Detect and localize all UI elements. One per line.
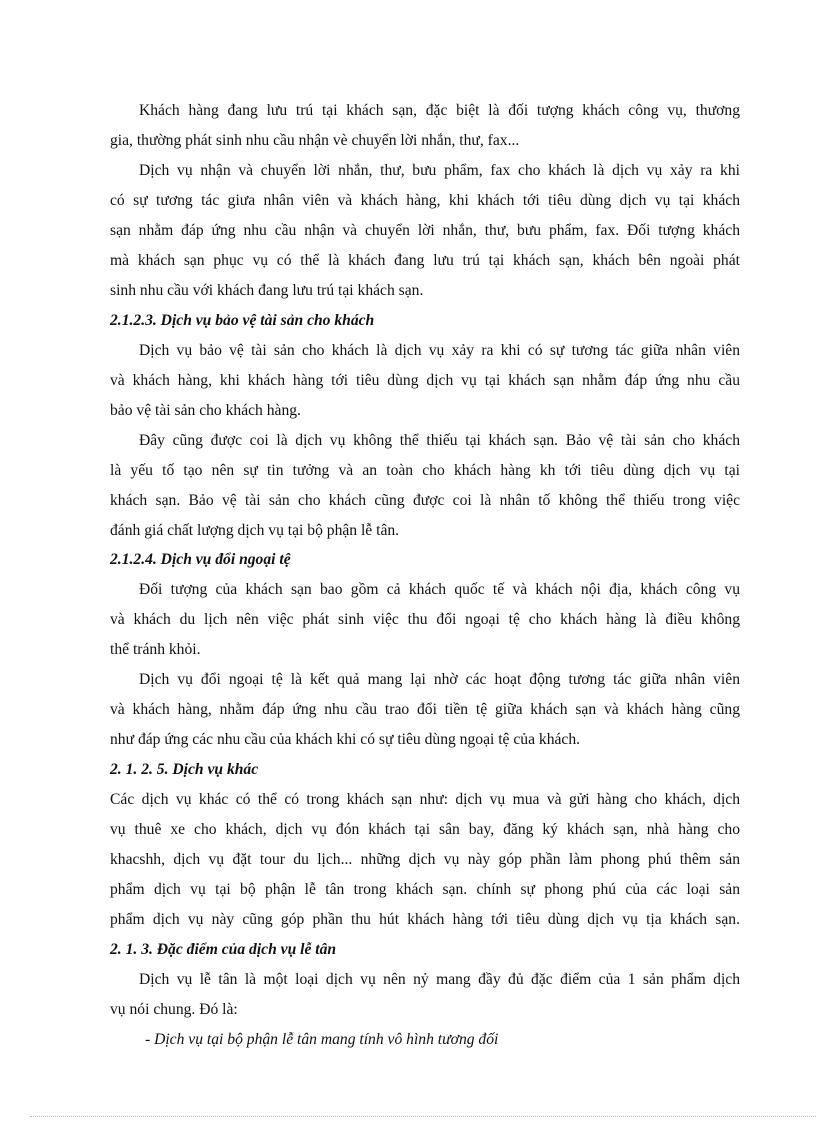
- paragraph-line: và khách du lịch nên việc phát sinh việc thu đổi ngoại tệ cho khách hàng là điều không: [110, 611, 740, 628]
- paragraph-line: là yếu tố tạo nên sự tin tưởng và an toàn cho khách hàng kh tới tiêu dùng dịch vụ tại: [110, 462, 740, 479]
- paragraph-line: thể tránh khỏi.: [110, 641, 201, 658]
- paragraph-line: sạn nhằm đáp ứng nhu cầu nhận và chuyển lời nhắn, thư, bưu phẩm, fax. Đối tượng khách: [110, 222, 740, 239]
- paragraph-line: Dịch vụ đổi ngoại tệ là kết quả mang lại nhờ các hoạt động tương tác giữa nhân viên: [139, 671, 740, 688]
- paragraph-line: và khách hàng, nhằm đáp ứng nhu cầu trao đổi tiền tệ giữa khách sạn và khách hàng cũng: [110, 701, 740, 718]
- paragraph-line: bảo vệ tài sản cho khách hàng.: [110, 402, 301, 419]
- paragraph-line: Đây cũng được coi là dịch vụ không thể thiếu tại khách sạn. Bảo vệ tài sản cho khách: [139, 432, 740, 449]
- section-heading: 2.1.2.4. Dịch vụ đổi ngoại tệ: [110, 551, 291, 568]
- paragraph-line: khacshh, dịch vụ đặt tour du lịch... những dịch vụ này góp phần làm phong phú thêm sản: [110, 851, 740, 868]
- paragraph-line: phẩm dịch vụ tại bộ phận lễ tân trong khách sạn. chính sự phong phú của các loại sản: [110, 881, 740, 898]
- paragraph-line: Đối tượng của khách sạn bao gồm cả khách quốc tế và khách nội địa, khách công vụ: [139, 581, 740, 598]
- paragraph-line: Dịch vụ bảo vệ tài sản cho khách là dịch vụ xảy ra khi có sự tương tác giữa nhân viên: [139, 342, 740, 359]
- paragraph-line: Khách hàng đang lưu trú tại khách sạn, đặc biệt là đối tượng khách công vụ, thương: [139, 102, 740, 119]
- section-heading: 2. 1. 3. Đặc điểm của dịch vụ lễ tân: [110, 941, 337, 958]
- section-heading: 2. 1. 2. 5. Dịch vụ khác: [110, 761, 259, 778]
- paragraph-line: có sự tương tác giưa nhân viên và khách hàng, khi khách tới tiêu dùng dịch vụ tại khách: [110, 192, 740, 209]
- paragraph-line: sinh nhu cầu với khách đang lưu trú tại khách sạn.: [110, 282, 424, 299]
- paragraph-line: khách sạn. Bảo vệ tài sản cho khách cũng được coi là nhân tố không thể thiếu trong việc: [110, 492, 740, 509]
- paragraph-line: và khách hàng, khi khách hàng tới tiêu dùng dịch vụ tại khách sạn nhằm đáp ứng nhu cầu: [110, 372, 740, 389]
- paragraph-line: phẩm dịch vụ này cũng góp phần thu hút khách hàng tới tiêu dùng dịch vụ tịa khách sạn.: [110, 911, 740, 928]
- paragraph-line: như đáp ứng các nhu cầu của khách khi có sự tiêu dùng ngoại tệ của khách.: [110, 731, 581, 748]
- paragraph-line: đánh giá chất lượng dịch vụ tại bộ phận lễ tân.: [110, 522, 400, 539]
- paragraph-line: vụ thuê xe cho khách, dịch vụ đón khách tại sân bay, đăng ký khách sạn, nhà hàng cho: [110, 821, 740, 838]
- paragraph-line: Dịch vụ nhận và chuyển lời nhắn, thư, bưu phẩm, fax cho khách là dịch vụ xảy ra khi: [139, 162, 740, 179]
- page-bottom-dotted-rule: [30, 1116, 816, 1117]
- paragraph-line: vụ nói chung. Đó là:: [110, 1001, 238, 1018]
- paragraph-line: gia, thường phát sinh nhu cầu nhận vè chuyển lời nhắn, thư, fax...: [110, 132, 520, 149]
- paragraph-line: Các dịch vụ khác có thể có trong khách sạn như: dịch vụ mua và gửi hàng cho khách, dịch: [110, 791, 740, 808]
- paragraph-line: mà khách sạn phục vụ có thể là khách đang lưu trú tại khách sạn, khách bên ngoài phát: [110, 252, 740, 269]
- section-heading: 2.1.2.3. Dịch vụ bảo vệ tài sản cho khách: [110, 312, 375, 329]
- paragraph-line: Dịch vụ lễ tân là một loại dịch vụ nên nỷ mang đầy đủ đặc điểm của 1 sản phẩm dịch: [139, 971, 740, 988]
- bullet-item: - Dịch vụ tại bộ phận lễ tân mang tính vô hình tương đối: [145, 1031, 499, 1048]
